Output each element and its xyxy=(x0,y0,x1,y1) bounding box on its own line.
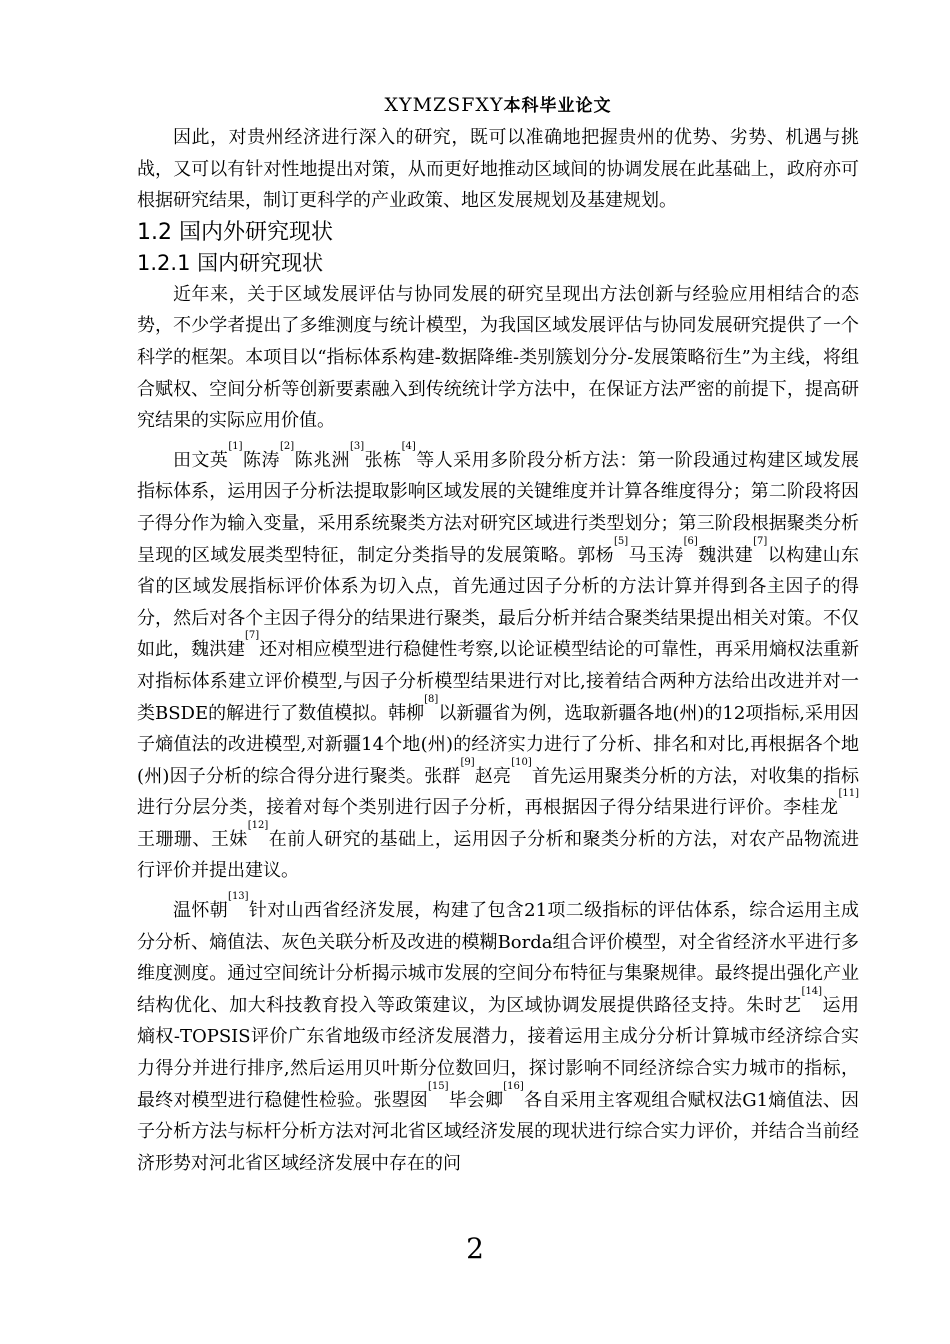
citation: [2] xyxy=(279,440,295,452)
text-run: 马玉涛 xyxy=(628,544,684,566)
intro-paragraph: 因此，对贵州经济进行深入的研究，既可以准确地把握贵州的优势、劣势、机遇与挑战，又可以有针对性地提出对策，从而更好地推动区域间的协调发展在此基础上，政府亦可根据研究结果，制订更科学的产业政策、地区发展规划及基建规划。 xyxy=(137,127,859,212)
citation: [5] xyxy=(614,535,629,547)
citation: [1] xyxy=(228,440,243,452)
paragraph-1: 近年来，关于区域发展评估与协同发展的研究呈现出方法创新与经验应用相结合的态势，不少学者提出了多维测度与统计模型，为我国区域发展评估与协同发展研究提供了一个科学的框架。本项目以“指标体系构建-数据降维-类别簇划分分-发展策略衍生”为主线，将组合赋权、空间分析等创新要素融入到传统统计学方法中，在保证方法严密的前提下，提高研究结果的实际应用价值。 xyxy=(137,283,859,432)
text-run: 各自采用主客观组合赋权法G1熵值法、因子分析方法与标杆分析方法对河北省区域经济发展的现状进行综合实力评价，并结合当前经济形势对河北省区域经济发展中存在的问 xyxy=(137,1089,860,1174)
text-run: 毕会卿 xyxy=(448,1089,504,1111)
citation: [10] xyxy=(511,756,532,768)
citation: [8] xyxy=(424,693,439,705)
text-run: 温怀朝 xyxy=(173,900,229,922)
text-run: 赵亮 xyxy=(474,765,512,787)
text-run: 田文英 xyxy=(173,449,229,471)
text-run: 等人采用多阶段分析方法：第一阶段通过构建区域发展指标体系，运用因子分析法提取影响区域发展的关键维度并计算各维度得分；第二阶段将因子得分作为输入变量，采用系统聚类方法对研究区域进行类型划分；第三阶段根据聚类分析呈现的区域发展类型特征，制定分类指导的发展策略。郭杨 xyxy=(137,449,860,566)
paper-page xyxy=(137,92,859,1179)
paragraph-3 xyxy=(137,891,860,1179)
text-run: 王珊珊、王妹 xyxy=(137,828,248,850)
text-run: 针对山西省经济发展，构建了包含21项二级指标的评估体系，综合运用主成分分析、熵值法、灰色关联分析及改进的模糊Borda组合评价模型，对全省经济水平进行多维度测度。通过空间统计分析揭示城市发展的空间分布特征与集聚规律。最终提出强化产业结构优化、加大科技教育投入等政策建议，为区域协调发展提供路径支持。朱时艺 xyxy=(137,900,859,1016)
text-run: 魏洪建 xyxy=(697,544,754,566)
subsection-title: 国内研究现状 xyxy=(197,250,324,275)
subsection-number: 1.2.1 xyxy=(137,250,191,275)
text-run: 在前人研究的基础上，运用因子分析和聚类分析的方法，对农产品物流进行评价并提出建议。 xyxy=(137,828,860,882)
citation: [7] xyxy=(245,630,260,642)
text-run: 陈兆洲 xyxy=(294,449,351,471)
citation: [13] xyxy=(228,891,249,903)
header-chinese: 本科毕业论文 xyxy=(503,96,612,116)
page-number: 2 xyxy=(466,1232,484,1265)
subsection-heading xyxy=(137,248,859,279)
citation: [9] xyxy=(460,756,475,768)
text-run: 首先运用聚类分析的方法，对收集的指标进行分层分类，接着对每个类别进行因子分析，再根据因子得分结果进行评价。李桂龙 xyxy=(137,765,860,819)
citation: [15] xyxy=(428,1080,449,1092)
text-run: 张栋 xyxy=(364,449,402,471)
section-title: 国内外研究现状 xyxy=(179,219,334,245)
text-run: 还对相应模型进行稳健性考察,以论证模型结论的可靠性，再采用熵权法重新对指标体系建立评价模型,与因子分析模型结果进行对比,接着结合两种方法给出改进并对一类BSDE的解进行了数值模拟。韩柳 xyxy=(137,639,860,724)
header-latin: XYMZSFXY xyxy=(384,94,504,116)
citation: [6] xyxy=(683,535,698,547)
text-run: 陈涛 xyxy=(242,449,280,471)
running-header xyxy=(137,92,859,118)
text-run: 运用熵权-TOPSIS评价广东省地级市经济发展潜力，接着运用主成分分析计算城市经济综合实力得分并进行排序,然后运用贝叶斯分位数回归，探讨影响不同经济综合实力城市的指标，最终对模型进行稳健性检验。张曌囡 xyxy=(137,994,859,1111)
text-run: 以新疆省为例，选取新疆各地(州)的12项指标,采用因子熵值法的改进模型,对新疆14个地(州)的经济实力进行了分析、排名和对比,再根据各个地(州)因子分析的综合得分进行聚类。张群 xyxy=(137,702,859,787)
citation: [4] xyxy=(401,440,416,452)
paragraph-2 xyxy=(137,440,860,887)
section-heading xyxy=(137,217,859,248)
citation: [16] xyxy=(503,1080,524,1092)
section-number: 1.2 xyxy=(137,219,172,245)
text-run: 以构建山东省的区域发展指标评价体系为切入点，首先通过因子分析的方法计算并得到各主因子的得分，然后对各个主因子得分的结果进行聚类，最后分析并结合聚类结果提出相关对策。不仅如此，魏洪建 xyxy=(137,544,860,661)
citation: [7] xyxy=(753,535,768,547)
citation: [12] xyxy=(247,819,269,831)
citation: [14] xyxy=(801,985,823,997)
citation: [3] xyxy=(350,440,365,452)
citation: [11] xyxy=(838,788,859,800)
